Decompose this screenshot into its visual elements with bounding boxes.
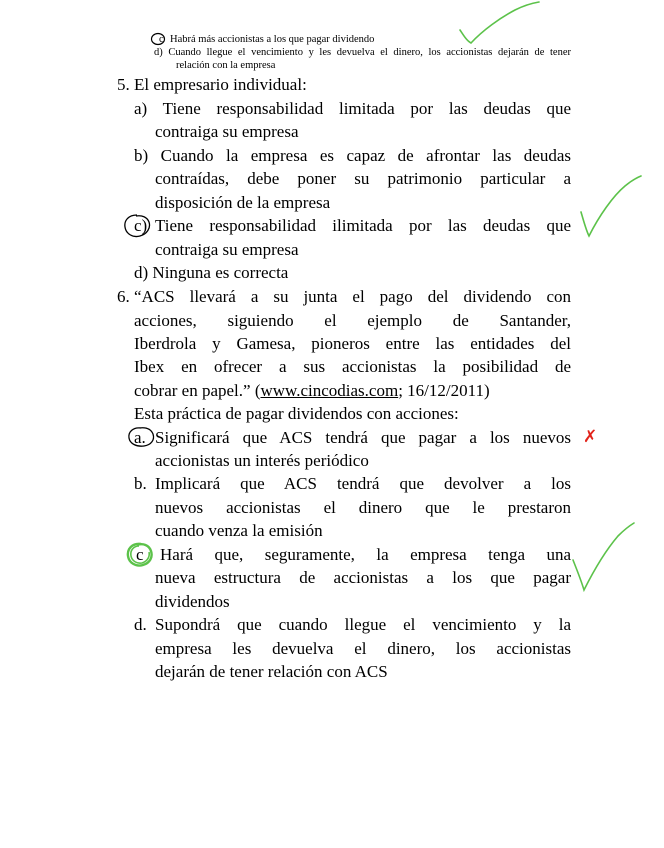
top-option-c-letter <box>158 33 170 46</box>
q6-stem-line1: “ACS llevará a su junta el pago del dividendo con <box>134 287 571 306</box>
cross-mark-q6-a: ✗ <box>583 427 598 447</box>
q6-option-b-line2: nuevos accionistas el dinero que le prestaron <box>155 498 571 517</box>
q5-option-c-line1: Tiene responsabilidad ilimitada por las deudas que <box>155 216 571 235</box>
q6-stem-line4: Ibex en ofrecer a sus accionistas la posibilidad de <box>134 357 571 376</box>
q6-option-d-line2: empresa les devuelva el dinero, los accionistas <box>155 639 571 658</box>
top-option-d-line1: d) Cuando llegue el vencimiento y les devuelva el dinero, los accionistas dejarán de tener <box>154 47 571 58</box>
q5-option-d: d) Ninguna es correcta <box>134 263 289 282</box>
q6-option-d-letter: d. <box>134 615 147 634</box>
q5-option-c-line2: contraiga su empresa <box>155 240 299 259</box>
q6-stem-line5 <box>134 380 490 402</box>
q5-number: 5. <box>117 75 130 94</box>
q6-option-b-line1: Implicará que ACS tendrá que devolver a los <box>155 474 571 493</box>
top-option-c-letter-text: c <box>159 34 164 45</box>
q6-option-d-line1: Supondrá que cuando llegue el vencimiento y la <box>155 615 571 634</box>
q6-number: 6. <box>117 287 130 306</box>
q6-option-c-line2: nueva estructura de accionistas a los que pagar <box>155 568 571 587</box>
top-option-d-line2: relación con la empresa <box>176 60 276 71</box>
q5-option-a-line1: a) Tiene responsabilidad limitada por las deudas que <box>134 99 571 118</box>
q6-stem-line6: Esta práctica de pagar dividendos con acciones: <box>134 404 459 423</box>
q6-stem-line5-post: ; 16/12/2011) <box>398 381 490 400</box>
q6-option-c-line1: Hará que, seguramente, la empresa tenga una <box>160 545 571 564</box>
q6-option-c-letter: c <box>136 545 144 564</box>
check-mark-q5 <box>575 172 645 242</box>
q6-option-c-line3: dividendos <box>155 592 230 611</box>
q6-stem-line5-pre: cobrar en papel.” ( <box>134 381 261 400</box>
q6-option-a-line1: Significará que ACS tendrá que pagar a los nuevos <box>155 428 571 447</box>
q5-option-b-line1: b) Cuando la empresa es capaz de afrontar las deudas <box>134 146 571 165</box>
q6-stem-line3: Iberdrola y Gamesa, pioneros entre las entidades del <box>134 334 571 353</box>
top-option-c <box>158 33 374 46</box>
q5-stem: El empresario individual: <box>134 75 307 94</box>
q6-stem-line2: acciones, siguiendo el ejemplo de Santander, <box>134 311 571 330</box>
q5-option-b-line2: contraídas, debe poner su patrimonio particular a <box>155 169 571 188</box>
check-mark-q6 <box>568 520 638 600</box>
q5-header <box>117 74 307 96</box>
q6-option-d-line3: dejarán de tener relación con ACS <box>155 662 388 681</box>
q6-option-a-line2: accionistas un interés periódico <box>155 451 369 470</box>
check-mark-top <box>455 0 545 48</box>
q6-option-b-line3: cuando venza la emisión <box>155 521 323 540</box>
q6-option-a-letter: a. <box>134 428 146 447</box>
source-link[interactable]: www.cincodias.com <box>260 381 399 400</box>
q6-option-b-letter: b. <box>134 474 147 493</box>
q5-option-a-line2: contraiga su empresa <box>155 122 299 141</box>
top-option-c-text: Habrá más accionistas a los que pagar dividendo <box>170 34 375 45</box>
q5-option-c-letter: c) <box>134 216 148 235</box>
q5-option-b-line3: disposición de la empresa <box>155 193 331 212</box>
